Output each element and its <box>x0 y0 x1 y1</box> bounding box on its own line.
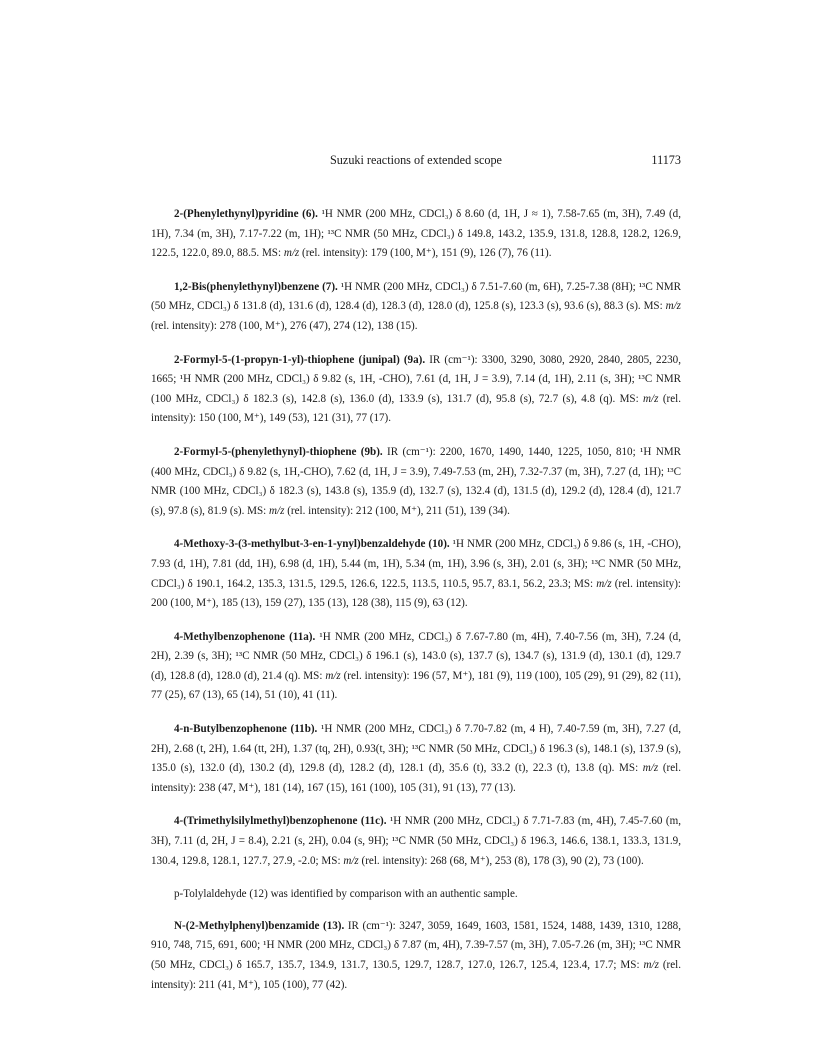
compound-name: 4-Methoxy-3-(3-methylbut-3-en-1-ynyl)benzaldehyde (10). <box>174 538 450 551</box>
running-title: Suzuki reactions of extended scope <box>330 153 502 167</box>
compound-entry <box>151 628 681 706</box>
experimental-data-body <box>151 205 681 1009</box>
compound-name: 2-Formyl-5-(1-propyn-1-yl)-thiophene (junipal) (9a). <box>174 353 426 366</box>
mz-label: m/z <box>283 247 300 260</box>
spectral-data: ¹H NMR (200 MHz, CDCl₃) δ 7.70-7.82 (m, 4 H), 7.40-7.59 (m, 3H), 7.27 (d, 2H), 2.68 (t, 2H), 1.64 (tt, 2H), 1.37 (tq, 2H), 0.93(t, 3H); ¹³C NMR (50 MHz, CDCl₃) δ 196.3 (s), 148.1 (s), 137.9 (s), 135.0 (s), 132.0 (d), 130.2 (d), 129.8 (d), 128.2 (d), 128.1 (d), 35.6 (t), 33.2 (t), 22.3 (t), 13.8 (q). MS: <box>151 723 681 775</box>
spectral-data: IR (cm⁻¹): 3247, 3059, 1649, 1603, 1581, 1524, 1488, 1439, 1310, 1288, 910, 748, 715, 691, 600; ¹H NMR (200 MHz, CDCl₃) δ 7.87 (m, 4H), 7.39-7.57 (m, 3H), 7.05-7.26 (m, 3H); ¹³C NMR (50 MHz, CDCl₃) δ 165.7, 135.7, 134.9, 131.7, 130.5, 129.7, 128.7, 127.0, 126.7, 125.4, 123.4, 17.7; MS: <box>151 919 681 971</box>
spectral-data: IR (cm⁻¹): 2200, 1670, 1490, 1440, 1225, 1050, 810; ¹H NMR (400 MHz, CDCl₃) δ 9.82 (s, 1H,-CHO), 7.62 (d, 1H, J = 3.9), 7.49-7.53 (m, 2H), 7.32-7.37 (m, 3H), 7.27 (d, 1H); ¹³C NMR (100 MHz, CDCl₃) δ 182.3 (s), 143.8 (s), 135.9 (d), 132.7 (s), 132.4 (d), 131.5 (d), 129.2 (d), 128.4 (d), 121.7 (s), 97.8 (s), 81.9 (s). MS: <box>151 445 681 517</box>
mz-label: m/z <box>325 669 341 682</box>
compound-name: 4-(Trimethylsilylmethyl)benzophenone (11c). <box>174 815 387 828</box>
compound-entry <box>151 443 681 521</box>
ms-data: (rel. intensity): 179 (100, M⁺), 151 (9), 126 (7), 76 (11). <box>299 247 552 260</box>
ms-data: (rel. intensity): 196 (57, M⁺), 181 (9), 119 (100), 105 (29), 91 (29), 82 (11), 77 (25), 67 (13), 65 (14), 51 (10), 41 (11). <box>151 669 681 702</box>
plain-paragraph: p-Tolylaldehyde (12) was identified by comparison with an authentic sample. <box>174 888 518 901</box>
mz-label: m/z <box>343 854 359 867</box>
mz-label: m/z <box>665 300 681 313</box>
mz-label: m/z <box>643 959 659 971</box>
compound-entry <box>151 278 681 337</box>
ms-data: (rel. intensity): 200 (100, M⁺), 185 (13), 159 (27), 135 (13), 128 (38), 115 (9), 63 (12). <box>151 577 681 610</box>
compound-name: 2-Formyl-5-(phenylethynyl)-thiophene (9b). <box>174 445 383 458</box>
compound-entry <box>151 812 681 871</box>
spectral-data: IR (cm⁻¹): 3300, 3290, 3080, 2920, 2840, 2805, 2230, 1665; ¹H NMR (200 MHz, CDCl₃) δ 9.82 (s, 1H, -CHO), 7.61 (d, 1H, J = 3.9), 7.14 (d, 1H), 2.11 (s, 3H); ¹³C NMR (100 MHz, CDCl₃) δ 182.3 (s), 142.8 (s), 136.0 (d), 133.9 (s), 131.7 (d), 95.8 (s), 72.7 (s), 4.8 (q). MS: <box>151 353 681 405</box>
compound-name: 4-n-Butylbenzophenone (11b). <box>174 723 318 736</box>
compound-name: N-(2-Methylphenyl)benzamide (13). <box>174 919 345 932</box>
compound-entry <box>151 535 681 613</box>
spectral-data: ¹H NMR (200 MHz, CDCl₃) δ 8.60 (d, 1H, J ≈ 1), 7.58-7.65 (m, 3H), 7.49 (d, 1H), 7.34 (m, 3H), 7.17-7.22 (m, 1H); ¹³C NMR (50 MHz, CDCl₃) δ 149.8, 143.2, 135.9, 131.8, 128.8, 128.2, 126.9, 122.5, 122.0, 89.0, 88.5. MS: <box>151 208 682 260</box>
mz-label: m/z <box>643 392 659 405</box>
mz-label: m/z <box>269 504 285 517</box>
compound-entry <box>151 205 681 264</box>
spectral-data: ¹H NMR (200 MHz, CDCl₃) δ 7.71-7.83 (m, 4H), 7.45-7.60 (m, 3H), 7.11 (d, 2H, J = 8.4), 2.21 (s, 2H), 0.04 (s, 9H); ¹³C NMR (50 MHz, CDCl₃) δ 196.3, 146.6, 138.1, 133.3, 131.9, 130.4, 129.8, 128.1, 127.7, 27.9, -2.0; MS: <box>151 815 681 867</box>
mz-label: m/z <box>596 577 612 590</box>
ms-data: (rel. intensity): 211 (41, M⁺), 105 (100), 77 (42). <box>151 959 681 991</box>
ms-data: (rel. intensity): 212 (100, M⁺), 211 (51), 139 (34). <box>284 504 510 517</box>
page-number: 11173 <box>651 153 681 167</box>
spectral-data: ¹H NMR (200 MHz, CDCl₃) δ 7.67-7.80 (m, 4H), 7.40-7.56 (m, 3H), 7.24 (d, 2H), 2.39 (s, 3H); ¹³C NMR (50 MHz, CDCl₃) δ 196.1 (s), 143.0 (s), 137.7 (s), 134.7 (s), 131.9 (d), 130.1 (d), 129.7 (d), 128.8 (d), 128.0 (d), 21.4 (q). MS: <box>151 630 681 682</box>
mz-label: m/z <box>642 762 659 775</box>
ms-data: (rel. intensity): 278 (100, M⁺), 276 (47), 274 (12), 138 (15). <box>151 319 418 332</box>
compound-name: 2-(Phenylethynyl)pyridine (6). <box>174 208 318 220</box>
compound-name: 4-Methylbenzophenone (11a). <box>174 630 316 643</box>
spectral-data: ¹H NMR (200 MHz, CDCl₃) δ 7.51-7.60 (m, 6H), 7.25-7.38 (8H); ¹³C NMR (50 MHz, CDCl₃) δ 131.8 (d), 131.6 (d), 128.4 (d), 128.3 (d), 128.0 (d), 125.8 (s), 123.3 (s), 93.6 (s), 88.3 (s). MS: <box>151 280 682 313</box>
page-header <box>151 153 681 169</box>
ms-data: (rel. intensity): 238 (47, M⁺), 181 (14), 167 (15), 161 (100), 105 (31), 91 (13), 77 (13). <box>151 762 681 794</box>
ms-data: (rel. intensity): 268 (68, M⁺), 253 (8), 178 (3), 90 (2), 73 (100). <box>358 854 644 867</box>
compound-entry <box>151 720 681 798</box>
compound-name: 1,2-Bis(phenylethynyl)benzene (7). <box>174 280 338 293</box>
compound-entry <box>151 351 681 429</box>
compound-entry <box>151 917 681 995</box>
ms-data: (rel. intensity): 150 (100, M⁺), 149 (53), 121 (31), 77 (17). <box>151 392 681 425</box>
spectral-data: ¹H NMR (200 MHz, CDCl₃) δ 9.86 (s, 1H, -CHO), 7.93 (d, 1H), 7.81 (dd, 1H), 6.98 (d, 1H), 5.44 (m, 1H), 5.34 (m, 1H), 3.96 (s, 3H), 2.01 (s, 3H); ¹³C NMR (50 MHz, CDCl₃) δ 190.1, 164.2, 135.3, 131.5, 129.5, 126.6, 122.5, 113.5, 110.5, 95.7, 83.1, 56.2, 23.3; MS: <box>151 538 681 590</box>
